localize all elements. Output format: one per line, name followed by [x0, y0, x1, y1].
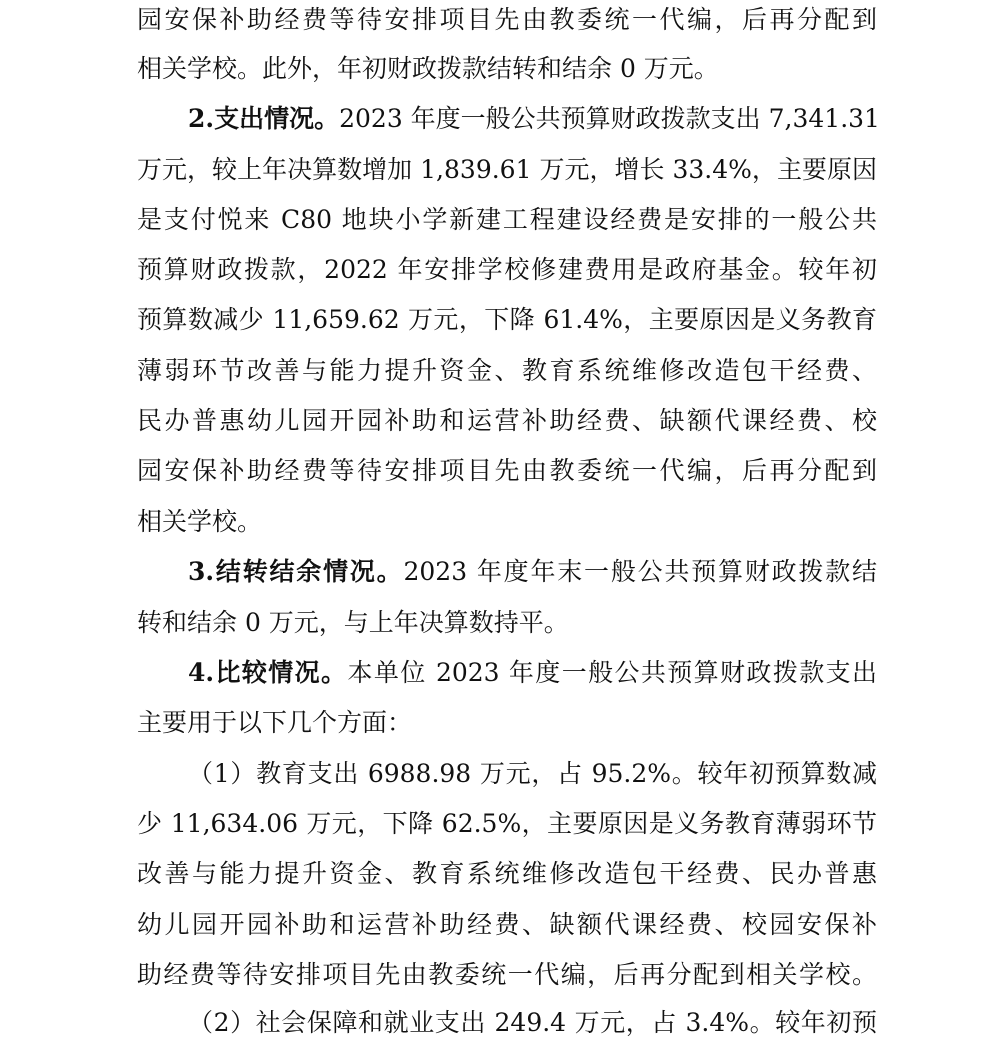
- paragraph-text: 本单位 2023 年度一般公共预算财政拨款支出: [347, 658, 877, 687]
- paragraph-line: 转和结余 0 万元，与上年决算数持平。: [137, 608, 569, 637]
- paragraph-line: 民办普惠幼儿园开园补助和运营补助经费、缺额代课经费、校: [137, 406, 877, 435]
- section-heading-carryover: 3.结转结余情况。: [188, 557, 404, 586]
- paragraph-line: 相关学校。: [137, 507, 263, 536]
- paragraph-line: 园安保补助经费等待安排项目先由教委统一代编，后再分配到: [137, 456, 877, 485]
- paragraph-line: 万元，较上年决算数增加 1,839.61 万元，增长 33.4%，主要原因: [137, 155, 877, 184]
- paragraph-line: [188, 653, 877, 693]
- paragraph-line: 薄弱环节改善与能力提升资金、教育系统维修改造包干经费、: [137, 356, 877, 385]
- paragraph-line: 园安保补助经费等待安排项目先由教委统一代编，后再分配到: [137, 5, 877, 34]
- paragraph-line: （1）教育支出 6988.98 万元，占 95.2%。较年初预算数减: [188, 759, 877, 788]
- section-heading-comparison: 4.比较情况。: [188, 658, 348, 687]
- paragraph-line: 预算数减少 11,659.62 万元，下降 61.4%，主要原因是义务教育: [137, 305, 877, 334]
- paragraph-line: [188, 99, 880, 139]
- paragraph-line: 助经费等待安排项目先由教委统一代编，后再分配到相关学校。: [137, 960, 877, 989]
- paragraph-line: 少 11,634.06 万元，下降 62.5%，主要原因是义务教育薄弱环节: [137, 809, 877, 838]
- section-heading-expenditure: 2.支出情况。: [188, 104, 340, 133]
- paragraph-line: 主要用于以下几个方面：: [137, 708, 413, 737]
- paragraph-line: 是支付悦来 C80 地块小学新建工程建设经费是安排的一般公共: [137, 205, 877, 234]
- paragraph-line: 改善与能力提升资金、教育系统维修改造包干经费、民办普惠: [137, 859, 877, 888]
- paragraph-line: [188, 552, 877, 592]
- paragraph-line: （2）社会保障和就业支出 249.4 万元，占 3.4%。较年初预: [188, 1008, 877, 1037]
- paragraph-line: 幼儿园开园补助和运营补助经费、缺额代课经费、校园安保补: [137, 910, 877, 939]
- paragraph-text: 2023 年度年末一般公共预算财政拨款结: [403, 557, 877, 586]
- paragraph-text: 2023 年度一般公共预算财政拨款支出 7,341.31: [339, 104, 880, 133]
- paragraph-line: 预算财政拨款，2022 年安排学校修建费用是政府基金。较年初: [137, 255, 877, 284]
- paragraph-line: 相关学校。此外，年初财政拨款结转和结余 0 万元。: [137, 54, 719, 83]
